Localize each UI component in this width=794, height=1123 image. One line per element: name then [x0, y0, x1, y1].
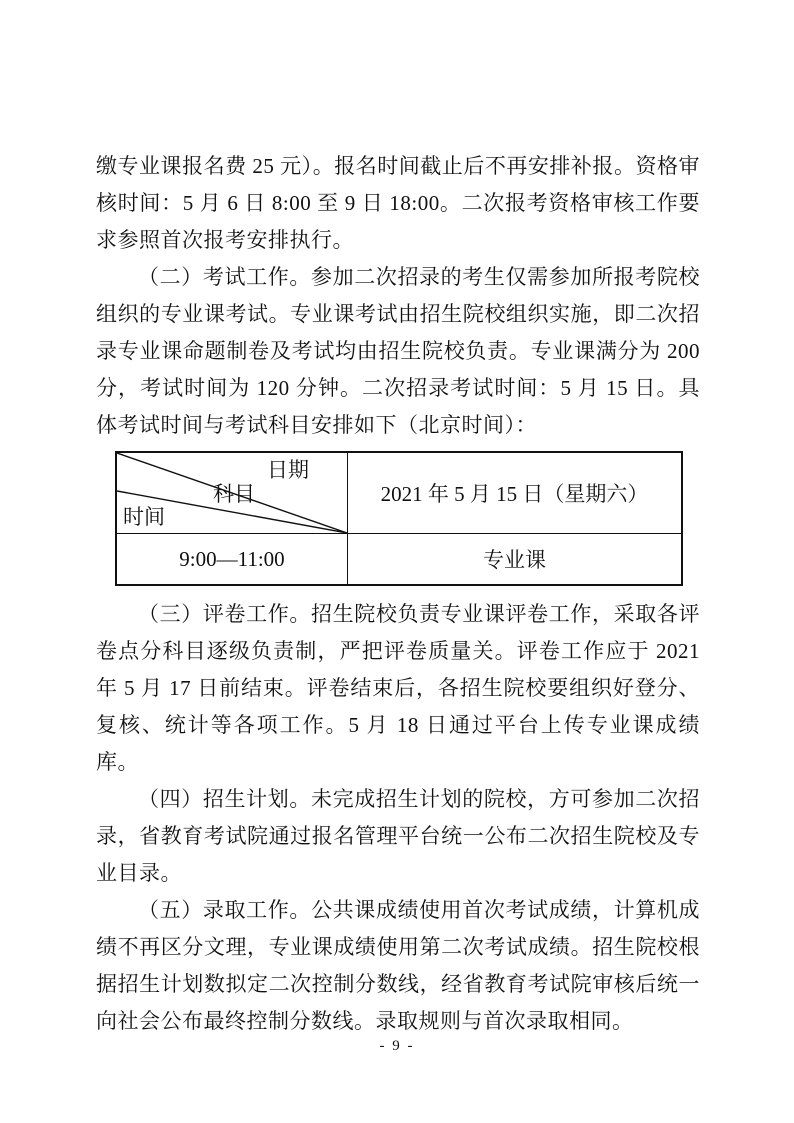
- corner-label-subject: 科目: [213, 482, 255, 506]
- page-number: - 9 -: [379, 1038, 415, 1054]
- cell-subject: 专业课: [348, 534, 683, 586]
- cell-time-slot: 9:00—11:00: [116, 534, 348, 586]
- table-header-row: [116, 452, 682, 534]
- paragraph-exam-work: （二）考试工作。参加二次招录的考生仅需参加所报考院校组织的专业课考试。专业课考试由招生院校组织实施，即二次招录专业课命题制卷及考试均由招生院校负责。专业课满分为 200 分，考试时间为 120 分钟。二次招录考试时间：5 月 15 日。具体考试时间与考试科目安排如下（北京时间）：: [96, 265, 700, 437]
- paragraph-enrollment-plan: （四）招生计划。未完成招生计划的院校，方可参加二次招录，省教育考试院通过报名管理平台统一公布二次招生院校及专业目录。: [96, 787, 700, 885]
- diagonal-header-cell: [116, 452, 348, 534]
- paragraph-admission-work: （五）录取工作。公共课成绩使用首次考试成绩，计算机成绩不再区分文理，专业课成绩使用第二次考试成绩。招生院校根据招生计划数拟定二次控制分数线，经省教育考试院审核后统一向社会公布最终控制分数线。录取规则与首次录取相同。: [96, 898, 700, 1033]
- header-date-cell: 2021 年 5 月 15 日（星期六）: [348, 452, 683, 534]
- corner-label-time: 时间: [123, 505, 165, 529]
- paragraph-registration-fee: 缴专业课报名费 25 元）。报名时间截止后不再安排补报。资格审核时间：5 月 6 日 8:00 至 9 日 18:00。二次报考资格审核工作要求参照首次报考安排执行。: [96, 154, 700, 252]
- corner-label-date: 日期: [267, 458, 309, 482]
- paragraph-grading-work: （三）评卷工作。招生院校负责专业课评卷工作，采取各评卷点分科目逐级负责制，严把评卷质量关。评卷工作应于 2021 年 5 月 17 日前结束。评卷结束后，各招生院校要组织好登分、复核、统计等各项工作。5 月 18 日通过平台上传专业课成绩库。: [96, 602, 700, 774]
- table-row: [116, 534, 682, 586]
- exam-schedule-table: [115, 451, 683, 586]
- document-body: [96, 148, 700, 1040]
